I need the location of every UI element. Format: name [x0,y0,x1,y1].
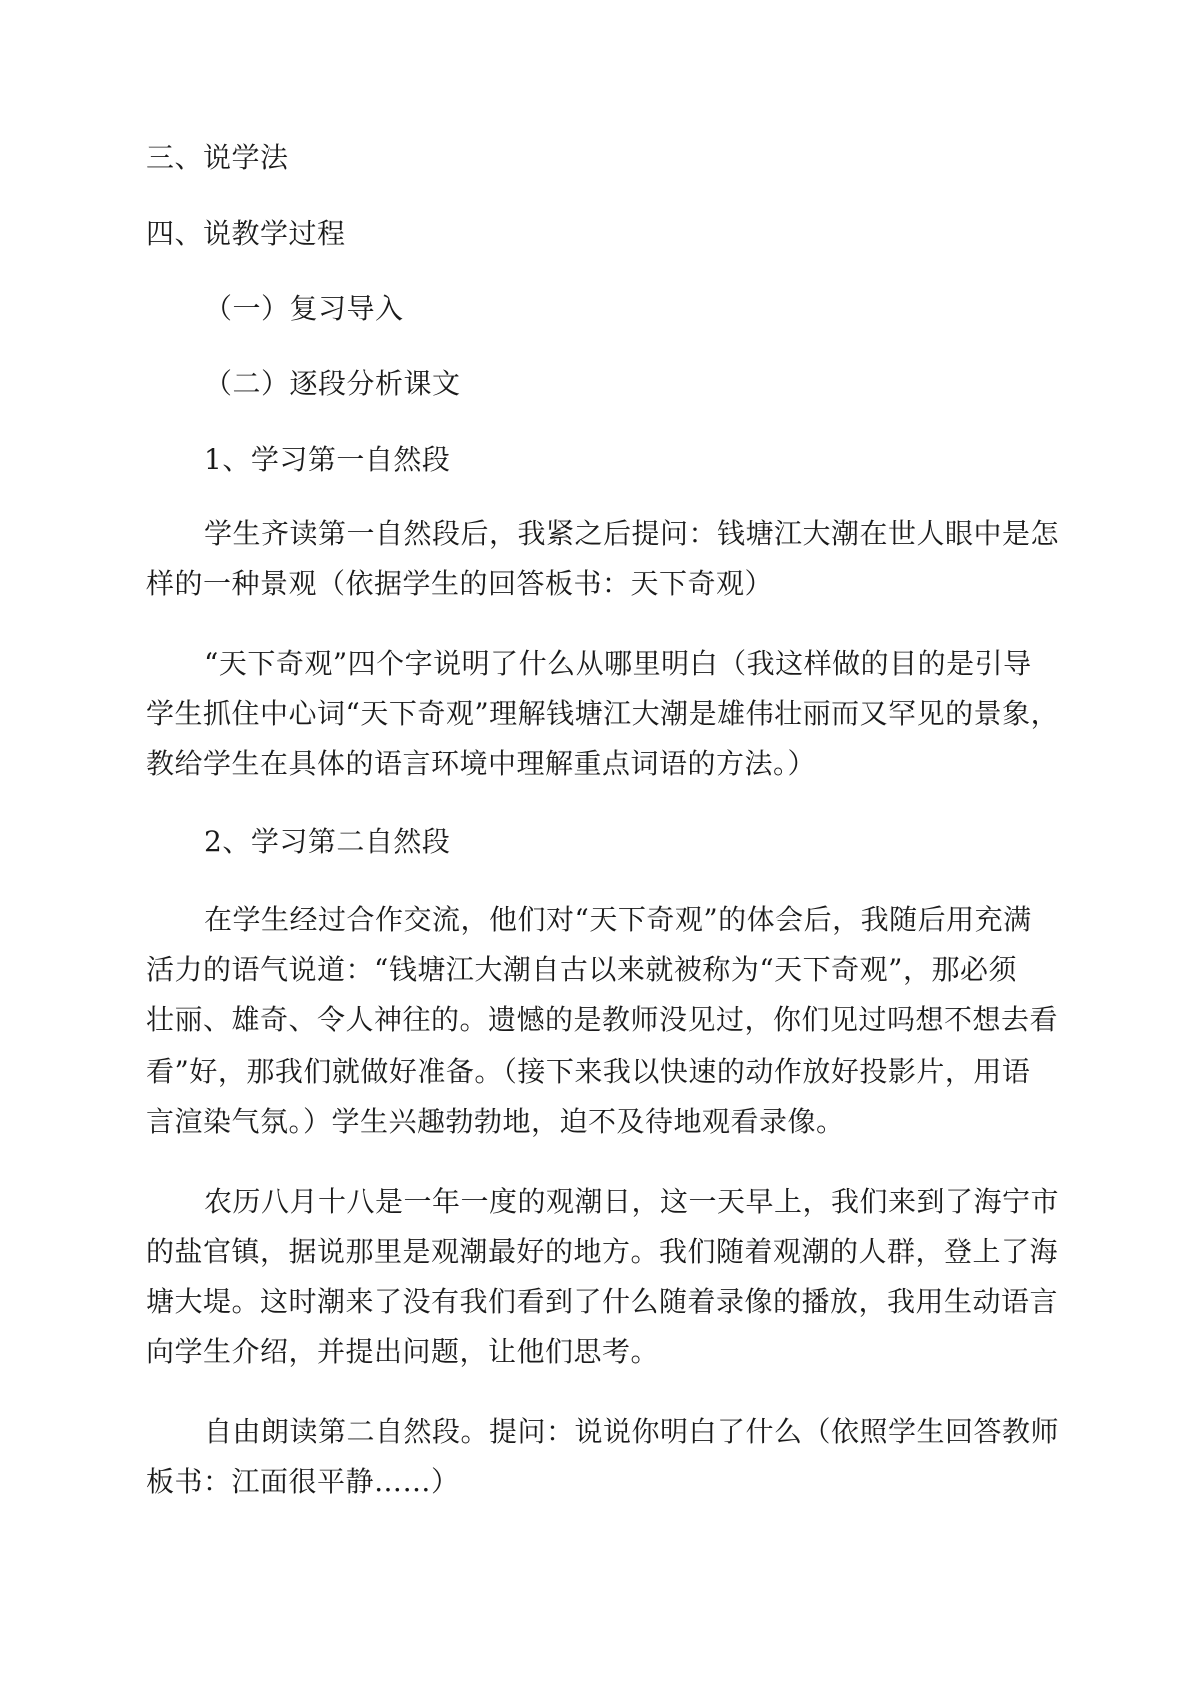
paragraph-line: “天下奇观”四个字说明了什么从哪里明白（我这样做的目的是引导 [204,647,1032,680]
paragraph-line: 看”好，那我们就做好准备。（接下来我以快速的动作放好投影片，用语 [146,1055,1031,1088]
paragraph-line: 教给学生在具体的语言环境中理解重点词语的方法。） [146,747,817,780]
paragraph-line: 学生抓住中心词“天下奇观”理解钱塘江大潮是雄伟壮丽而又罕见的景象， [146,697,1060,730]
paragraph-line: 言渲染气氛。）学生兴趣勃勃地，迫不及待地观看录像。 [146,1105,845,1138]
paragraph-line: 自由朗读第二自然段。提问：说说你明白了什么（依照学生回答教师 [204,1415,1060,1448]
step-second-paragraph: 2、学习第二自然段 [204,825,451,858]
paragraph-line: 在学生经过合作交流，他们对“天下奇观”的体会后，我随后用充满 [204,903,1032,936]
paragraph-line: 塘大堤。这时潮来了没有我们看到了什么随着录像的播放，我用生动语言 [146,1285,1059,1318]
paragraph-line: 活力的语气说道：“钱塘江大潮自古以来就被称为“天下奇观”，那必须 [146,953,1017,986]
paragraph-line: 向学生介绍，并提出问题，让他们思考。 [146,1335,660,1368]
subsection-review-intro: （一）复习导入 [204,292,404,325]
paragraph-line: 样的一种景观（依据学生的回答板书：天下奇观） [146,567,774,600]
paragraph-line: 学生齐读第一自然段后，我紧之后提问：钱塘江大潮在世人眼中是怎 [204,517,1060,550]
paragraph-line: 板书：江面很平静……） [146,1465,460,1498]
section-heading-teaching-process: 四、说教学过程 [146,217,346,250]
paragraph-line: 的盐官镇，据说那里是观潮最好的地方。我们随着观潮的人群，登上了海 [146,1235,1059,1268]
subsection-paragraph-analysis: （二）逐段分析课文 [204,367,461,400]
step-first-paragraph: 1、学习第一自然段 [204,443,451,476]
section-heading-study-method: 三、说学法 [146,141,289,174]
paragraph-line: 壮丽、雄奇、令人神往的。遗憾的是教师没见过，你们见过吗想不想去看 [146,1003,1059,1036]
paragraph-line: 农历八月十八是一年一度的观潮日，这一天早上，我们来到了海宁市 [204,1185,1060,1218]
